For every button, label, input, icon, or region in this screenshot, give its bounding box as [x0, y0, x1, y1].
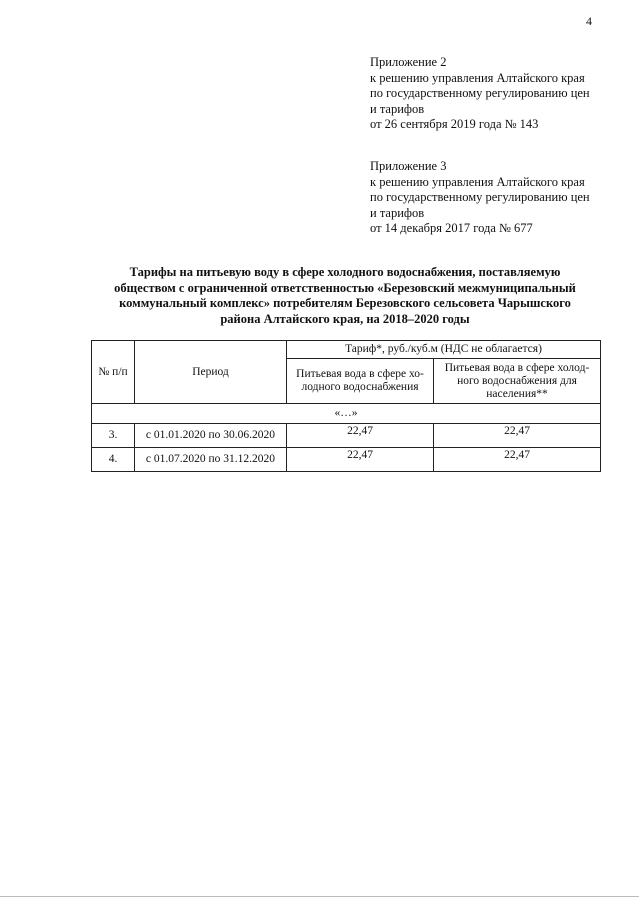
appendix-2-line: Приложение 2 — [370, 55, 447, 69]
appendix-2-line: по государственному регулированию цен — [370, 86, 590, 100]
header-num: № п/п — [92, 341, 135, 404]
appendix-2-line: к решению управления Алтайского края — [370, 70, 585, 85]
header-cold-water-line: лодного водоснабжения — [301, 381, 419, 393]
row-num: 4. — [92, 448, 135, 472]
appendix-2-line: от 26 сентября 2019 года № 143 — [370, 117, 539, 131]
row-period: с 01.07.2020 по 31.12.2020 — [135, 448, 287, 472]
title-line: района Алтайского края, на 2018–2020 годы — [220, 311, 470, 326]
row-tariff-population: 22,47 — [434, 448, 601, 472]
appendix-2-line: и тарифов — [370, 101, 425, 116]
table-header-row — [92, 341, 601, 359]
header-cold-water-population — [434, 359, 601, 404]
title-line: обществом с ограниченной ответственностью «Березовский межмуниципальный — [114, 280, 576, 295]
header-cold-water-line: Питьевая вода в сфере хо- — [296, 368, 424, 380]
appendix-3-line: по государственному регулированию цен — [370, 190, 590, 204]
appendix-3-line: и тарифов — [370, 205, 425, 220]
ellipsis-cell: «…» — [92, 404, 601, 424]
row-period: с 01.01.2020 по 30.06.2020 — [135, 424, 287, 448]
title-line: коммунальный комплекс» потребителям Березовского сельсовета Чарышского — [119, 296, 571, 310]
header-population-line: населения** — [486, 387, 548, 400]
header-population-line: Питьевая вода в сфере холод- — [444, 361, 590, 374]
appendix-2-heading — [370, 55, 590, 133]
row-tariff-cold-water: 22,47 — [287, 424, 434, 448]
row-tariff-population: 22,47 — [434, 424, 601, 448]
appendix-3-line: к решению управления Алтайского края — [370, 174, 585, 189]
row-num: 3. — [92, 424, 135, 448]
title-line: Тарифы на питьевую воду в сфере холодного водоснабжения, поставляемую — [129, 265, 561, 279]
tariff-table — [91, 340, 601, 472]
page-number: 4 — [586, 14, 592, 28]
table-row — [92, 424, 601, 448]
appendix-3-line: Приложение 3 — [370, 159, 447, 173]
scan-edge-line — [0, 896, 639, 897]
header-cold-water — [287, 359, 434, 404]
row-tariff-cold-water: 22,47 — [287, 448, 434, 472]
header-period: Период — [135, 341, 287, 404]
appendix-3-heading — [370, 159, 590, 237]
header-tariff: Тариф*, руб./куб.м (НДС не облагается) — [287, 341, 601, 359]
table-row-ellipsis — [92, 404, 601, 424]
appendix-3-line: от 14 декабря 2017 года № 677 — [370, 221, 533, 235]
document-title — [95, 265, 595, 327]
table-row — [92, 448, 601, 472]
header-population-line: ного водоснабжения для — [457, 374, 577, 387]
